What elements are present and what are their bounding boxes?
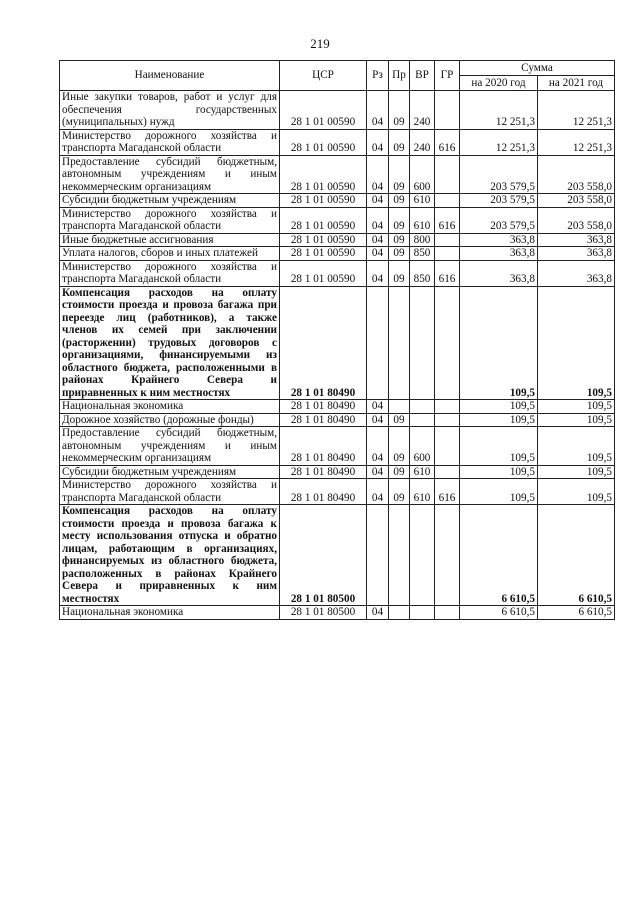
row-name: Уплата налогов, сборов и иных платежей — [60, 247, 280, 261]
row-sum-2020: 109,5 — [460, 286, 538, 400]
row-pr: 09 — [389, 465, 410, 479]
row-gr — [435, 505, 460, 606]
header-year-2020: на 2020 год — [460, 76, 538, 91]
row-name: Иные бюджетные ассигнования — [60, 233, 280, 247]
row-rz: 04 — [367, 260, 389, 286]
row-rz — [367, 505, 389, 606]
row-pr — [389, 400, 410, 414]
row-name: Министерство дорожного хозяйства и транспорта Магаданской области — [60, 479, 280, 505]
row-gr — [435, 427, 460, 466]
row-sum-2021: 109,5 — [538, 400, 615, 414]
row-sum-2020: 109,5 — [460, 427, 538, 466]
row-name: Министерство дорожного хозяйства и транспорта Магаданской области — [60, 129, 280, 155]
row-sum-2021: 363,8 — [538, 247, 615, 261]
row-rz — [367, 286, 389, 400]
row-vr — [410, 286, 435, 400]
row-rz: 04 — [367, 413, 389, 427]
row-csr: 28 1 01 80500 — [280, 606, 367, 620]
row-vr: 610 — [410, 465, 435, 479]
row-csr: 28 1 01 80490 — [280, 465, 367, 479]
row-vr — [410, 413, 435, 427]
row-csr: 28 1 01 00590 — [280, 91, 367, 130]
row-gr — [435, 286, 460, 400]
row-name: Субсидии бюджетным учреждениям — [60, 465, 280, 479]
row-vr — [410, 606, 435, 620]
row-csr: 28 1 01 00590 — [280, 233, 367, 247]
row-sum-2021: 12 251,3 — [538, 129, 615, 155]
row-sum-2021: 203 558,0 — [538, 155, 615, 194]
row-rz: 04 — [367, 606, 389, 620]
row-pr: 09 — [389, 129, 410, 155]
table-row — [60, 286, 615, 400]
row-name: Дорожное хозяйство (дорожные фонды) — [60, 413, 280, 427]
row-gr — [435, 91, 460, 130]
row-pr: 09 — [389, 427, 410, 466]
row-sum-2021: 109,5 — [538, 413, 615, 427]
table-row — [60, 260, 615, 286]
row-csr: 28 1 01 80490 — [280, 400, 367, 414]
row-rz: 04 — [367, 465, 389, 479]
row-rz: 04 — [367, 427, 389, 466]
row-sum-2020: 6 610,5 — [460, 505, 538, 606]
table-row — [60, 505, 615, 606]
row-sum-2021: 109,5 — [538, 465, 615, 479]
row-sum-2020: 363,8 — [460, 260, 538, 286]
table-row — [60, 427, 615, 466]
header-sum: Сумма — [460, 61, 615, 76]
row-name: Компенсация расходов на оплату стоимости проезда и провоза багажа к месту использования отпуска и обратно лицам, работающим в организациях, финансируемых из областного бюджета, расположенных в районах Крайнего Севера и приравненных к ним местностях — [60, 505, 280, 606]
row-name: Национальная экономика — [60, 606, 280, 620]
row-gr — [435, 606, 460, 620]
header-name: Наименование — [60, 61, 280, 91]
row-vr: 850 — [410, 260, 435, 286]
header-rz: Рз — [367, 61, 389, 91]
row-pr — [389, 606, 410, 620]
row-gr — [435, 400, 460, 414]
row-sum-2020: 109,5 — [460, 465, 538, 479]
row-gr: 616 — [435, 479, 460, 505]
header-csr: ЦСР — [280, 61, 367, 91]
row-gr — [435, 233, 460, 247]
row-rz: 04 — [367, 129, 389, 155]
table-row — [60, 91, 615, 130]
table-row — [60, 400, 615, 414]
row-sum-2021: 6 610,5 — [538, 505, 615, 606]
row-pr: 09 — [389, 207, 410, 233]
row-vr: 600 — [410, 427, 435, 466]
row-gr — [435, 194, 460, 208]
row-csr: 28 1 01 80490 — [280, 413, 367, 427]
row-vr: 610 — [410, 207, 435, 233]
row-sum-2021: 363,8 — [538, 260, 615, 286]
row-rz: 04 — [367, 479, 389, 505]
row-vr — [410, 400, 435, 414]
row-csr: 28 1 01 00590 — [280, 155, 367, 194]
row-pr: 09 — [389, 91, 410, 130]
row-sum-2020: 109,5 — [460, 413, 538, 427]
row-vr: 610 — [410, 479, 435, 505]
row-vr: 600 — [410, 155, 435, 194]
row-csr: 28 1 01 00590 — [280, 194, 367, 208]
row-csr: 28 1 01 80490 — [280, 479, 367, 505]
row-name: Предоставление субсидий бюджетным, автономным учреждениям и иным некоммерческим организациям — [60, 155, 280, 194]
row-vr: 240 — [410, 129, 435, 155]
row-rz: 04 — [367, 155, 389, 194]
row-name: Министерство дорожного хозяйства и транспорта Магаданской области — [60, 260, 280, 286]
row-sum-2021: 109,5 — [538, 479, 615, 505]
header-pr: Пр — [389, 61, 410, 91]
row-sum-2021: 6 610,5 — [538, 606, 615, 620]
row-gr — [435, 155, 460, 194]
row-pr: 09 — [389, 155, 410, 194]
row-rz: 04 — [367, 233, 389, 247]
row-sum-2020: 203 579,5 — [460, 155, 538, 194]
row-sum-2020: 12 251,3 — [460, 91, 538, 130]
row-sum-2020: 109,5 — [460, 479, 538, 505]
table-row — [60, 413, 615, 427]
row-pr: 09 — [389, 413, 410, 427]
row-vr: 800 — [410, 233, 435, 247]
row-vr — [410, 505, 435, 606]
row-pr: 09 — [389, 233, 410, 247]
table-row — [60, 207, 615, 233]
row-name: Субсидии бюджетным учреждениям — [60, 194, 280, 208]
row-vr: 850 — [410, 247, 435, 261]
header-gr: ГР — [435, 61, 460, 91]
row-gr: 616 — [435, 207, 460, 233]
row-name: Национальная экономика — [60, 400, 280, 414]
row-csr: 28 1 01 00590 — [280, 129, 367, 155]
table-row — [60, 129, 615, 155]
row-pr: 09 — [389, 260, 410, 286]
table-row — [60, 479, 615, 505]
row-sum-2021: 109,5 — [538, 427, 615, 466]
table-row — [60, 155, 615, 194]
row-sum-2020: 203 579,5 — [460, 207, 538, 233]
row-gr: 616 — [435, 129, 460, 155]
row-csr: 28 1 01 00590 — [280, 247, 367, 261]
row-name: Иные закупки товаров, работ и услуг для обеспечения государственных (муниципальных) нужд — [60, 91, 280, 130]
row-rz: 04 — [367, 207, 389, 233]
row-sum-2021: 109,5 — [538, 286, 615, 400]
row-rz: 04 — [367, 194, 389, 208]
page-number: 219 — [310, 36, 330, 51]
row-name: Компенсация расходов на оплату стоимости проезда и провоза багажа при переезде лиц (работников), а также членов их семей при заключении (расторжении) трудовых договоров с организациями, финансируемыми из областного бюджета, расположенными в районах Крайнего Севера и приравненных к ним местностях — [60, 286, 280, 400]
table-row — [60, 247, 615, 261]
row-sum-2021: 203 558,0 — [538, 194, 615, 208]
row-name: Предоставление субсидий бюджетным, автономным учреждениям и иным некоммерческим организациям — [60, 427, 280, 466]
table-row — [60, 606, 615, 620]
row-sum-2020: 109,5 — [460, 400, 538, 414]
row-gr: 616 — [435, 260, 460, 286]
row-pr — [389, 286, 410, 400]
row-csr: 28 1 01 80490 — [280, 286, 367, 400]
row-sum-2021: 363,8 — [538, 233, 615, 247]
row-gr — [435, 413, 460, 427]
row-sum-2021: 203 558,0 — [538, 207, 615, 233]
row-sum-2021: 12 251,3 — [538, 91, 615, 130]
row-sum-2020: 363,8 — [460, 233, 538, 247]
table-row — [60, 233, 615, 247]
row-pr: 09 — [389, 194, 410, 208]
row-csr: 28 1 01 80500 — [280, 505, 367, 606]
row-rz: 04 — [367, 91, 389, 130]
row-sum-2020: 203 579,5 — [460, 194, 538, 208]
header-year-2021: на 2021 год — [538, 76, 615, 91]
row-csr: 28 1 01 80490 — [280, 427, 367, 466]
row-sum-2020: 6 610,5 — [460, 606, 538, 620]
row-pr: 09 — [389, 247, 410, 261]
budget-table — [59, 60, 615, 620]
row-vr: 610 — [410, 194, 435, 208]
row-rz: 04 — [367, 247, 389, 261]
table-header — [60, 61, 615, 91]
row-name: Министерство дорожного хозяйства и транспорта Магаданской области — [60, 207, 280, 233]
row-pr — [389, 505, 410, 606]
row-rz: 04 — [367, 400, 389, 414]
row-vr: 240 — [410, 91, 435, 130]
header-vr: ВР — [410, 61, 435, 91]
row-csr: 28 1 01 00590 — [280, 260, 367, 286]
table-row — [60, 194, 615, 208]
row-gr — [435, 247, 460, 261]
row-gr — [435, 465, 460, 479]
table-row — [60, 465, 615, 479]
row-csr: 28 1 01 00590 — [280, 207, 367, 233]
row-pr: 09 — [389, 479, 410, 505]
row-sum-2020: 363,8 — [460, 247, 538, 261]
row-sum-2020: 12 251,3 — [460, 129, 538, 155]
table-body — [60, 91, 615, 620]
